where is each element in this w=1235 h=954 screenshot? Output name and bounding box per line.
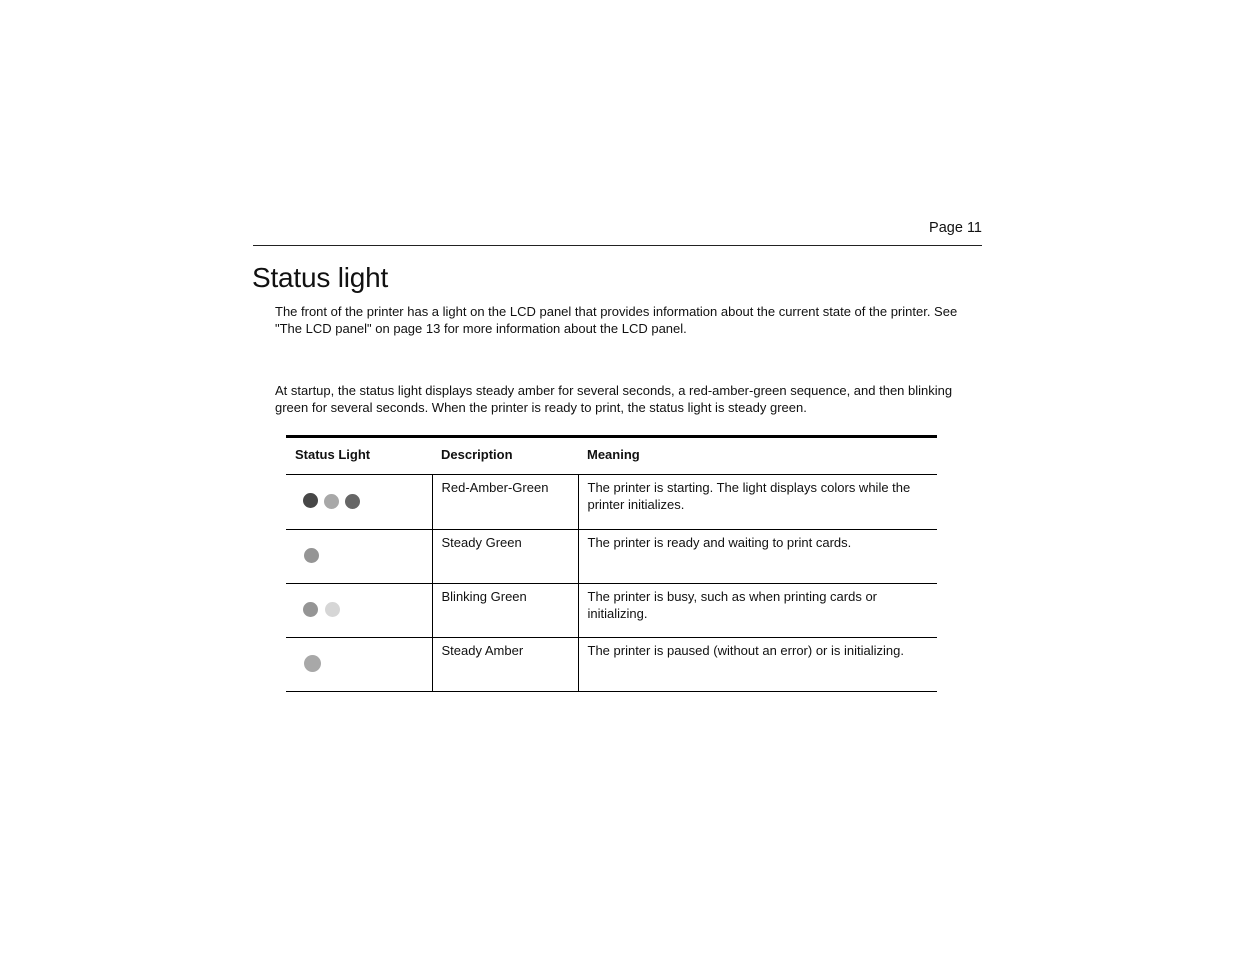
header-rule — [253, 245, 982, 246]
page-title: Status light — [252, 262, 389, 293]
meaning-cell: The printer is starting. The light displays colors while the printer initializes. — [578, 475, 937, 530]
header-description: Description — [432, 437, 578, 475]
meaning-cell: The printer is busy, such as when printing cards or initializing. — [578, 584, 937, 638]
status-light-dot-icon — [325, 602, 340, 617]
status-light-dot-icon — [303, 493, 318, 508]
status-light-cell — [286, 638, 432, 692]
status-light-dot-icon — [304, 548, 319, 563]
description-cell: Blinking Green — [432, 584, 578, 638]
startup-paragraph: At startup, the status light displays steady amber for several seconds, a red-amber-green sequence, and then blinking green for several seconds. When the printer is ready to print, the status light is steady green. — [275, 383, 953, 415]
description-cell: Red-Amber-Green — [432, 475, 578, 530]
light-steady-amber — [295, 642, 423, 686]
status-light-table — [286, 435, 937, 692]
header-status-light: Status Light — [286, 437, 432, 475]
table-row — [286, 638, 937, 692]
status-light-cell — [286, 475, 432, 530]
table-header-row — [286, 437, 937, 475]
table-row — [286, 584, 937, 638]
meaning-cell: The printer is ready and waiting to print cards. — [578, 530, 937, 584]
status-light-cell — [286, 584, 432, 638]
description-cell: Steady Amber — [432, 638, 578, 692]
intro-paragraph: The front of the printer has a light on the LCD panel that provides information about the current state of the printer. See "The LCD panel" on page 13 for more information about the LCD panel. — [275, 304, 958, 336]
light-blinking-green — [295, 588, 423, 632]
description-cell: Steady Green — [432, 530, 578, 584]
status-light-cell — [286, 530, 432, 584]
meaning-cell: The printer is paused (without an error) or is initializing. — [578, 638, 937, 692]
status-light-dot-icon — [345, 494, 360, 509]
status-light-dot-icon — [303, 602, 318, 617]
light-steady-green — [295, 534, 423, 578]
table-row — [286, 475, 937, 530]
status-light-dot-icon — [324, 494, 339, 509]
light-sequence-red-amber-green — [295, 479, 423, 523]
table-row — [286, 530, 937, 584]
header-meaning: Meaning — [578, 437, 937, 475]
status-light-dot-icon — [304, 655, 321, 672]
page-number: Page 11 — [929, 220, 982, 236]
